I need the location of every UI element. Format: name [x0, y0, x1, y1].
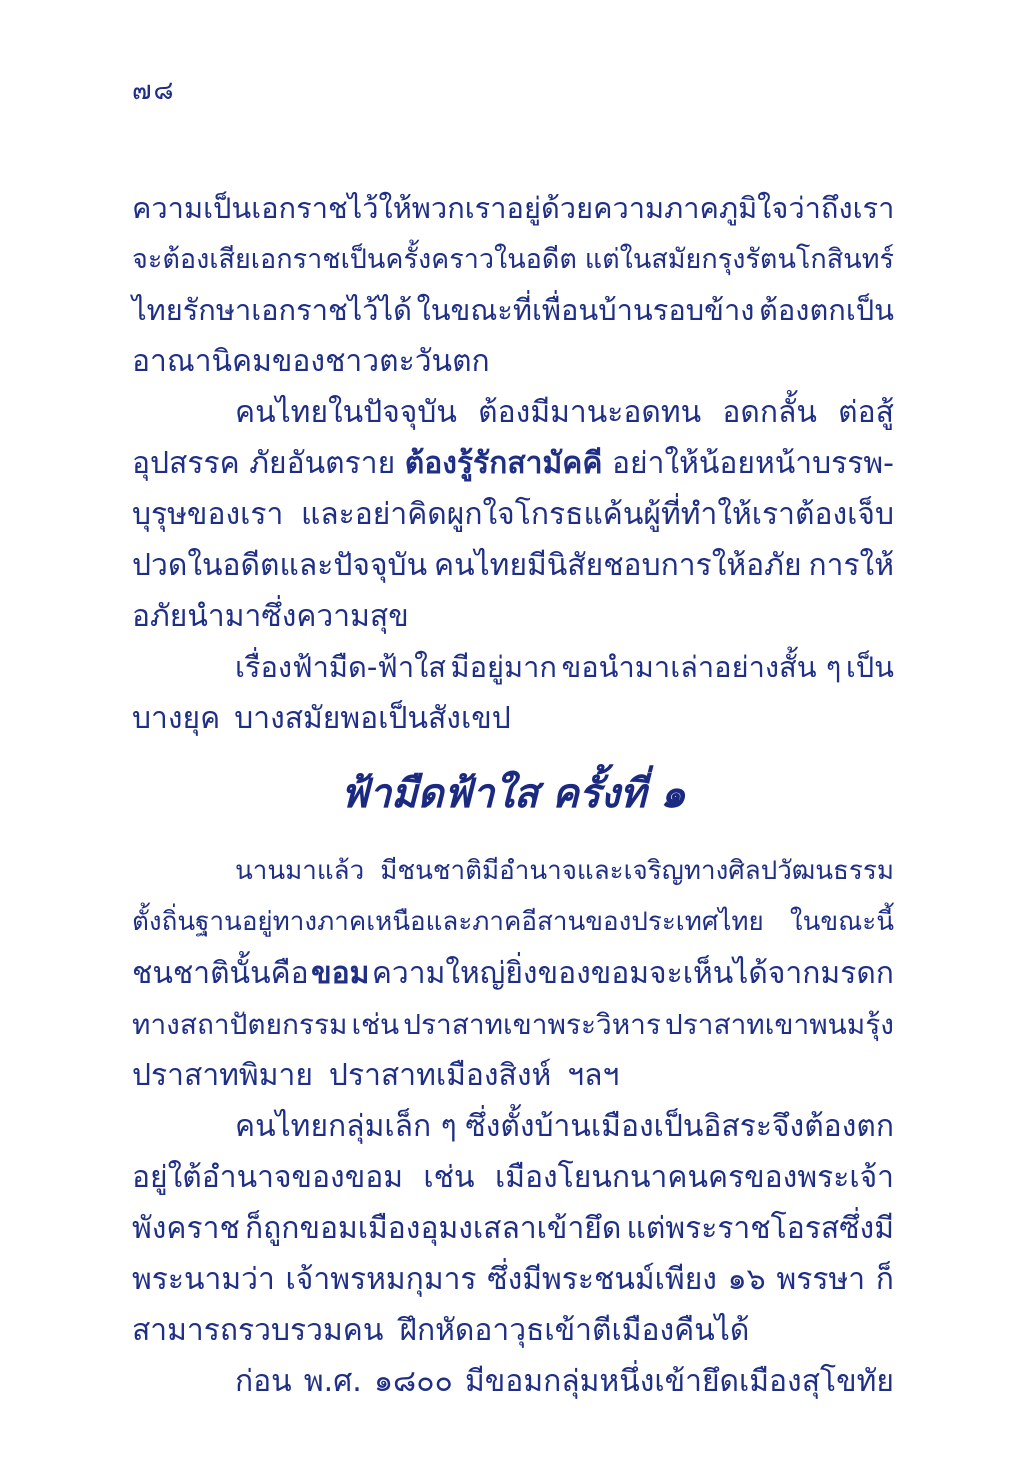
- body-text: [132, 183, 894, 1407]
- text-segment: ภัยอันตราย: [249, 446, 396, 481]
- emphasis-text: ต้องรู้รักสามัคคี: [404, 446, 603, 481]
- text-line: [132, 1050, 894, 1101]
- text-segment: ความใหญ่ยิ่งของขอมจะเห็นได้จากมรดก: [371, 956, 894, 991]
- text-segment: ก็: [875, 1262, 894, 1297]
- text-segment: ขอนำมาเล่าอย่างสั้น ๆ: [561, 650, 842, 684]
- text-line: [132, 897, 894, 948]
- text-segment: ถึงเรา: [820, 191, 895, 225]
- text-line: [132, 1254, 894, 1305]
- text-segment: จะต้องเสียเอกราชเป็นครั้งคราวในอดีต: [132, 244, 577, 275]
- text-segment: ปวดในอดีตและปัจจุบัน: [132, 548, 428, 583]
- text-segment: เช่น: [423, 1160, 475, 1195]
- text-segment: ต่อสู้: [838, 395, 894, 430]
- text-segment: คนไทยมีนิสัยชอบการให้อภัย: [434, 548, 802, 583]
- text-line: [132, 1305, 894, 1356]
- section-heading: ฟ้ามืดฟ้าใส ครั้งที่ ๑: [340, 770, 686, 817]
- text-segment: ไทยรักษาเอกราชไว้ได้: [132, 293, 412, 327]
- text-line: [132, 1101, 894, 1152]
- text-line: [132, 846, 894, 897]
- text-segment: อดกลั้น: [722, 395, 817, 430]
- text-segment: พ.ศ.: [303, 1364, 362, 1399]
- text-segment: เช่น: [351, 1008, 400, 1041]
- text-segment: ซึ่งตั้งบ้านเมืองเป็นอิสระจึงต้องตก: [465, 1109, 894, 1144]
- text-segment: อยู่ใต้อำนาจของขอม: [132, 1160, 403, 1195]
- text-segment: พระนามว่า: [132, 1262, 275, 1297]
- text-line: [132, 1203, 894, 1254]
- text-segment: ปราสาทเมืองสิงห์: [328, 1058, 552, 1093]
- text-line: [132, 1152, 894, 1203]
- text-segment: เรื่องฟ้ามืด-ฟ้าใส: [235, 650, 446, 684]
- text-segment: แต่ในสมัยกรุงรัตนโกสินทร์: [584, 244, 894, 275]
- text-segment: คนไทยกลุ่มเล็ก ๆ: [235, 1109, 457, 1144]
- text-segment: เมืองโยนกนาคนครของพระเจ้า: [494, 1160, 894, 1195]
- text-segment: ก็ถูกขอมเมืองอุมงเสลาเข้ายึด: [244, 1211, 622, 1246]
- text-segment: อาณานิคมของชาวตะวันตก: [132, 344, 490, 379]
- text-segment: มีอยู่มาก: [450, 650, 557, 684]
- text-segment: พรรษา: [776, 1262, 866, 1297]
- text-segment: อุปสรรค: [132, 446, 240, 481]
- text-segment: ๑๘๐๐: [374, 1364, 453, 1399]
- text-line: [132, 183, 894, 234]
- text-segment: มีขอมกลุ่มหนึ่งเข้ายึดเมืองสุโขทัย: [465, 1364, 894, 1399]
- text-line: [132, 336, 894, 387]
- text-segment: มีชนชาติมีอำนาจและเจริญทางศิลปวัฒนธรรม: [380, 856, 894, 886]
- text-segment: การให้: [808, 548, 894, 583]
- text-segment: สามารถรวบรวมคน: [132, 1313, 384, 1348]
- text-segment: แต่พระราชโอรสซึ่งมี: [626, 1211, 894, 1246]
- text-segment: เป็น: [845, 650, 894, 684]
- text-segment: ทางสถาปัตยกรรม: [132, 1008, 348, 1041]
- text-segment: ในขณะนี้: [789, 907, 894, 937]
- text-segment: อภัยนำมาซึ่งความสุข: [132, 599, 409, 634]
- text-line: [132, 693, 894, 744]
- text-line: [132, 285, 894, 336]
- text-line: [132, 948, 894, 999]
- text-segment: ปราสาทเขาพนมรุ้ง: [664, 1008, 894, 1041]
- text-line: [132, 591, 894, 642]
- text-segment: ตั้งถิ่นฐานอยู่ทางภาคเหนือและภาคอีสานของประเทศไทย: [132, 907, 764, 937]
- text-segment: ฯลฯ: [567, 1058, 620, 1093]
- text-segment: ในขณะที่เพื่อนบ้านรอบข้าง: [416, 293, 755, 327]
- text-segment: ต้องมีมานะอดทน: [478, 395, 702, 430]
- text-segment: ๑๖: [727, 1262, 766, 1297]
- text-line: [132, 999, 894, 1050]
- text-line: [132, 642, 894, 693]
- text-segment: พังคราช: [132, 1211, 240, 1246]
- text-line: [132, 234, 894, 285]
- text-segment: นานมาแล้ว: [235, 856, 365, 886]
- text-segment: เจ้าพรหมกุมาร: [285, 1262, 477, 1297]
- text-line: [132, 387, 894, 438]
- text-segment: และอย่าคิดผูกใจโกรธแค้นผู้ที่ทำให้เราต้องเจ็บ: [300, 497, 894, 532]
- text-segment: ฝึกหัดอาวุธเข้าตีเมืองคืนได้: [399, 1313, 750, 1348]
- text-segment: คนไทยในปัจจุบัน: [235, 395, 457, 430]
- text-line: [132, 489, 894, 540]
- page-number: ๗๘: [132, 76, 176, 106]
- text-segment: บางสมัยพอเป็นสังเขป: [234, 701, 511, 736]
- text-line: [132, 438, 894, 489]
- text-line: [132, 1356, 894, 1407]
- text-segment: ปราสาทเขาพระวิหาร: [403, 1008, 661, 1041]
- text-segment: ซึ่งมีพระชนม์เพียง: [487, 1262, 717, 1297]
- emphasis-text: ขอม: [311, 956, 370, 991]
- text-segment: อย่าให้น้อยหน้าบรรพ-: [612, 446, 894, 481]
- text-segment: ด้วยความภาคภูมิใจว่า: [540, 191, 821, 225]
- text-segment: ก่อน: [235, 1364, 292, 1399]
- text-segment: บุรุษของเรา: [132, 497, 284, 532]
- text-segment: ต้องตกเป็น: [759, 293, 894, 327]
- text-segment: ชนชาตินั้นคือ: [132, 956, 309, 991]
- text-segment: บางยุค: [132, 701, 221, 736]
- text-segment: ความเป็นเอกราชไว้ให้พวกเราอยู่: [132, 191, 541, 225]
- text-line: [132, 540, 894, 591]
- text-segment: ปราสาทพิมาย: [132, 1058, 313, 1093]
